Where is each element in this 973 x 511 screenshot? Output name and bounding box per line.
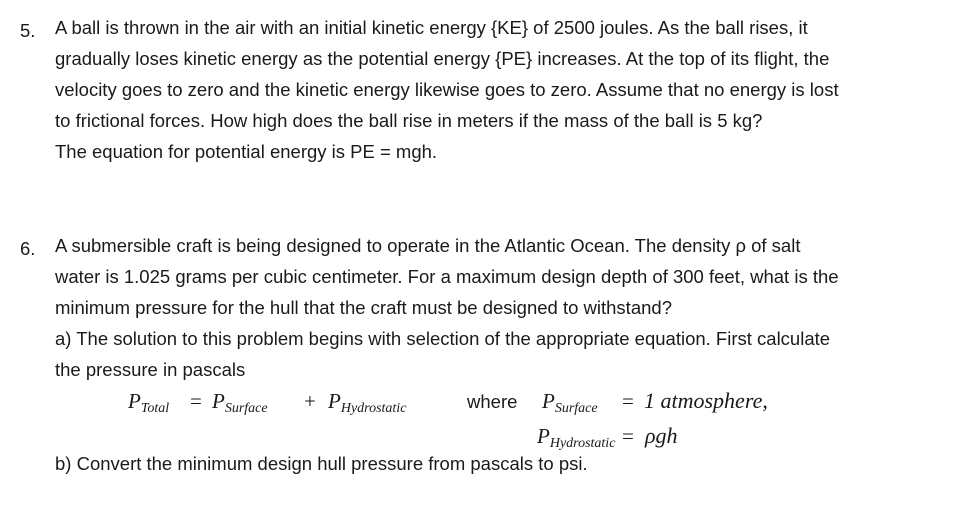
equation-one-atmosphere: 1 atmosphere, [644,388,768,413]
problem-text-line: water is 1.025 grams per cubic centimeter. For a maximum design depth of 300 feet, what is the [55,266,839,287]
problem-text-line: a) The solution to this problem begins with selection of the appropriate equation. First calculate [55,328,831,349]
problem-text-line: the pressure in pascals [55,359,246,380]
problem-text-line: velocity goes to zero and the kinetic energy likewise goes to zero. Assume that no energy is lost [55,79,839,100]
equation-plus: + [304,389,316,413]
equation-p-surface-def: $P_{Surface}$ [542,389,598,416]
problem-text-line: to frictional forces. How high does the ball rise in meters if the mass of the ball is 5 kg? [55,110,763,131]
problem-number: 5. [20,20,36,41]
problem-text-line: A submersible craft is being designed to operate in the Atlantic Ocean. The density ρ of salt [55,235,801,256]
equation-rho-g-h: ρgh [645,423,678,448]
equation-where: where [467,391,518,412]
problem-text-line: The equation for potential energy is PE = mgh. [55,141,438,162]
equation-p-surface: $P_{Surface}$ [212,389,268,416]
problem-text-line: minimum pressure for the hull that the craft must be designed to withstand? [55,297,672,318]
problem-part-b: b) Convert the minimum design hull pressure from pascals to psi. [55,453,588,474]
equation-p-hydrostatic: $P_{Hydrostatic}$ [328,389,407,416]
equation-equals: = [190,389,202,413]
equation-p-hydrostatic-def: $P_{Hydrostatic}$ [537,424,616,451]
problem-number: 6. [20,238,36,259]
equation-equals: = [622,389,634,413]
problem-text-line: A ball is thrown in the air with an initial kinetic energy {KE} of 2500 joules. As the ball rises, it [55,17,808,38]
equation-p-total: $P_{Total}$ [128,389,170,416]
problem-text-line: gradually loses kinetic energy as the potential energy {PE} increases. At the top of its flight, the [55,48,830,69]
equation-equals: = [622,424,634,448]
